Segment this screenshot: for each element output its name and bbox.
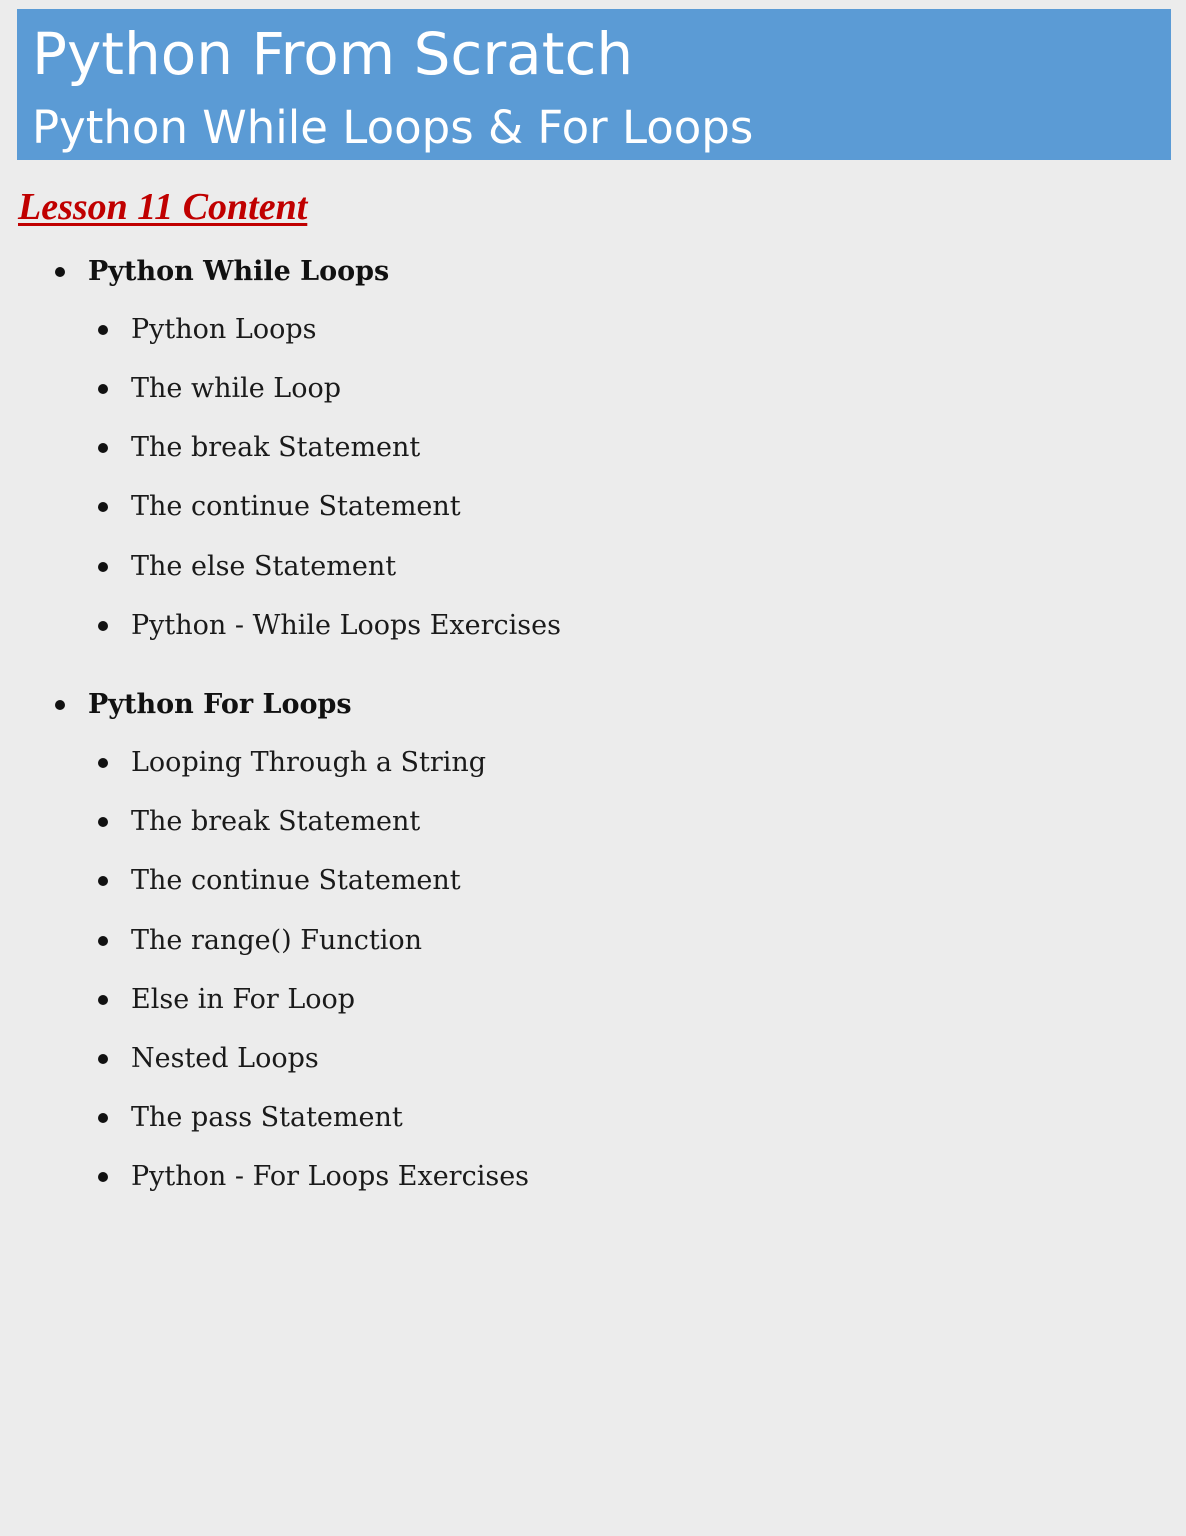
- list-item: The while Loop: [131, 373, 342, 404]
- bullet-icon: [98, 325, 108, 335]
- bullet-icon: [98, 621, 108, 631]
- list-item: Python - For Loops Exercises: [131, 1161, 530, 1192]
- list-item: Looping Through a String: [131, 747, 487, 778]
- list-item: The break Statement: [131, 806, 421, 837]
- title-banner: [17, 9, 1171, 160]
- bullet-icon: [98, 1113, 108, 1123]
- bullet-icon: [98, 443, 108, 453]
- bullet-icon: [98, 384, 108, 394]
- bullet-icon: [55, 267, 65, 277]
- bullet-icon: [98, 1172, 108, 1182]
- bullet-icon: [98, 876, 108, 886]
- document-title: Python From Scratch: [32, 20, 634, 88]
- list-item: The else Statement: [131, 551, 397, 582]
- list-item: Else in For Loop: [131, 984, 356, 1015]
- bullet-icon: [98, 562, 108, 572]
- bullet-icon: [98, 817, 108, 827]
- list-item: Nested Loops: [131, 1043, 319, 1074]
- bullet-icon: [98, 995, 108, 1005]
- list-item: Python Loops: [131, 314, 317, 345]
- list-item: The range() Function: [131, 925, 423, 956]
- section-heading: Python While Loops: [88, 256, 390, 287]
- list-item: Python - While Loops Exercises: [131, 610, 561, 641]
- list-item: The pass Statement: [131, 1102, 403, 1133]
- document-subtitle: Python While Loops & For Loops: [32, 101, 754, 154]
- bullet-icon: [55, 700, 65, 710]
- list-item: The continue Statement: [131, 865, 461, 896]
- bullet-icon: [98, 1054, 108, 1064]
- list-item: The continue Statement: [131, 491, 461, 522]
- bullet-icon: [98, 502, 108, 512]
- bullet-icon: [98, 758, 108, 768]
- list-item: The break Statement: [131, 432, 421, 463]
- bullet-icon: [98, 936, 108, 946]
- lesson-heading: Lesson 11 Content: [18, 186, 308, 228]
- section-heading: Python For Loops: [88, 689, 352, 720]
